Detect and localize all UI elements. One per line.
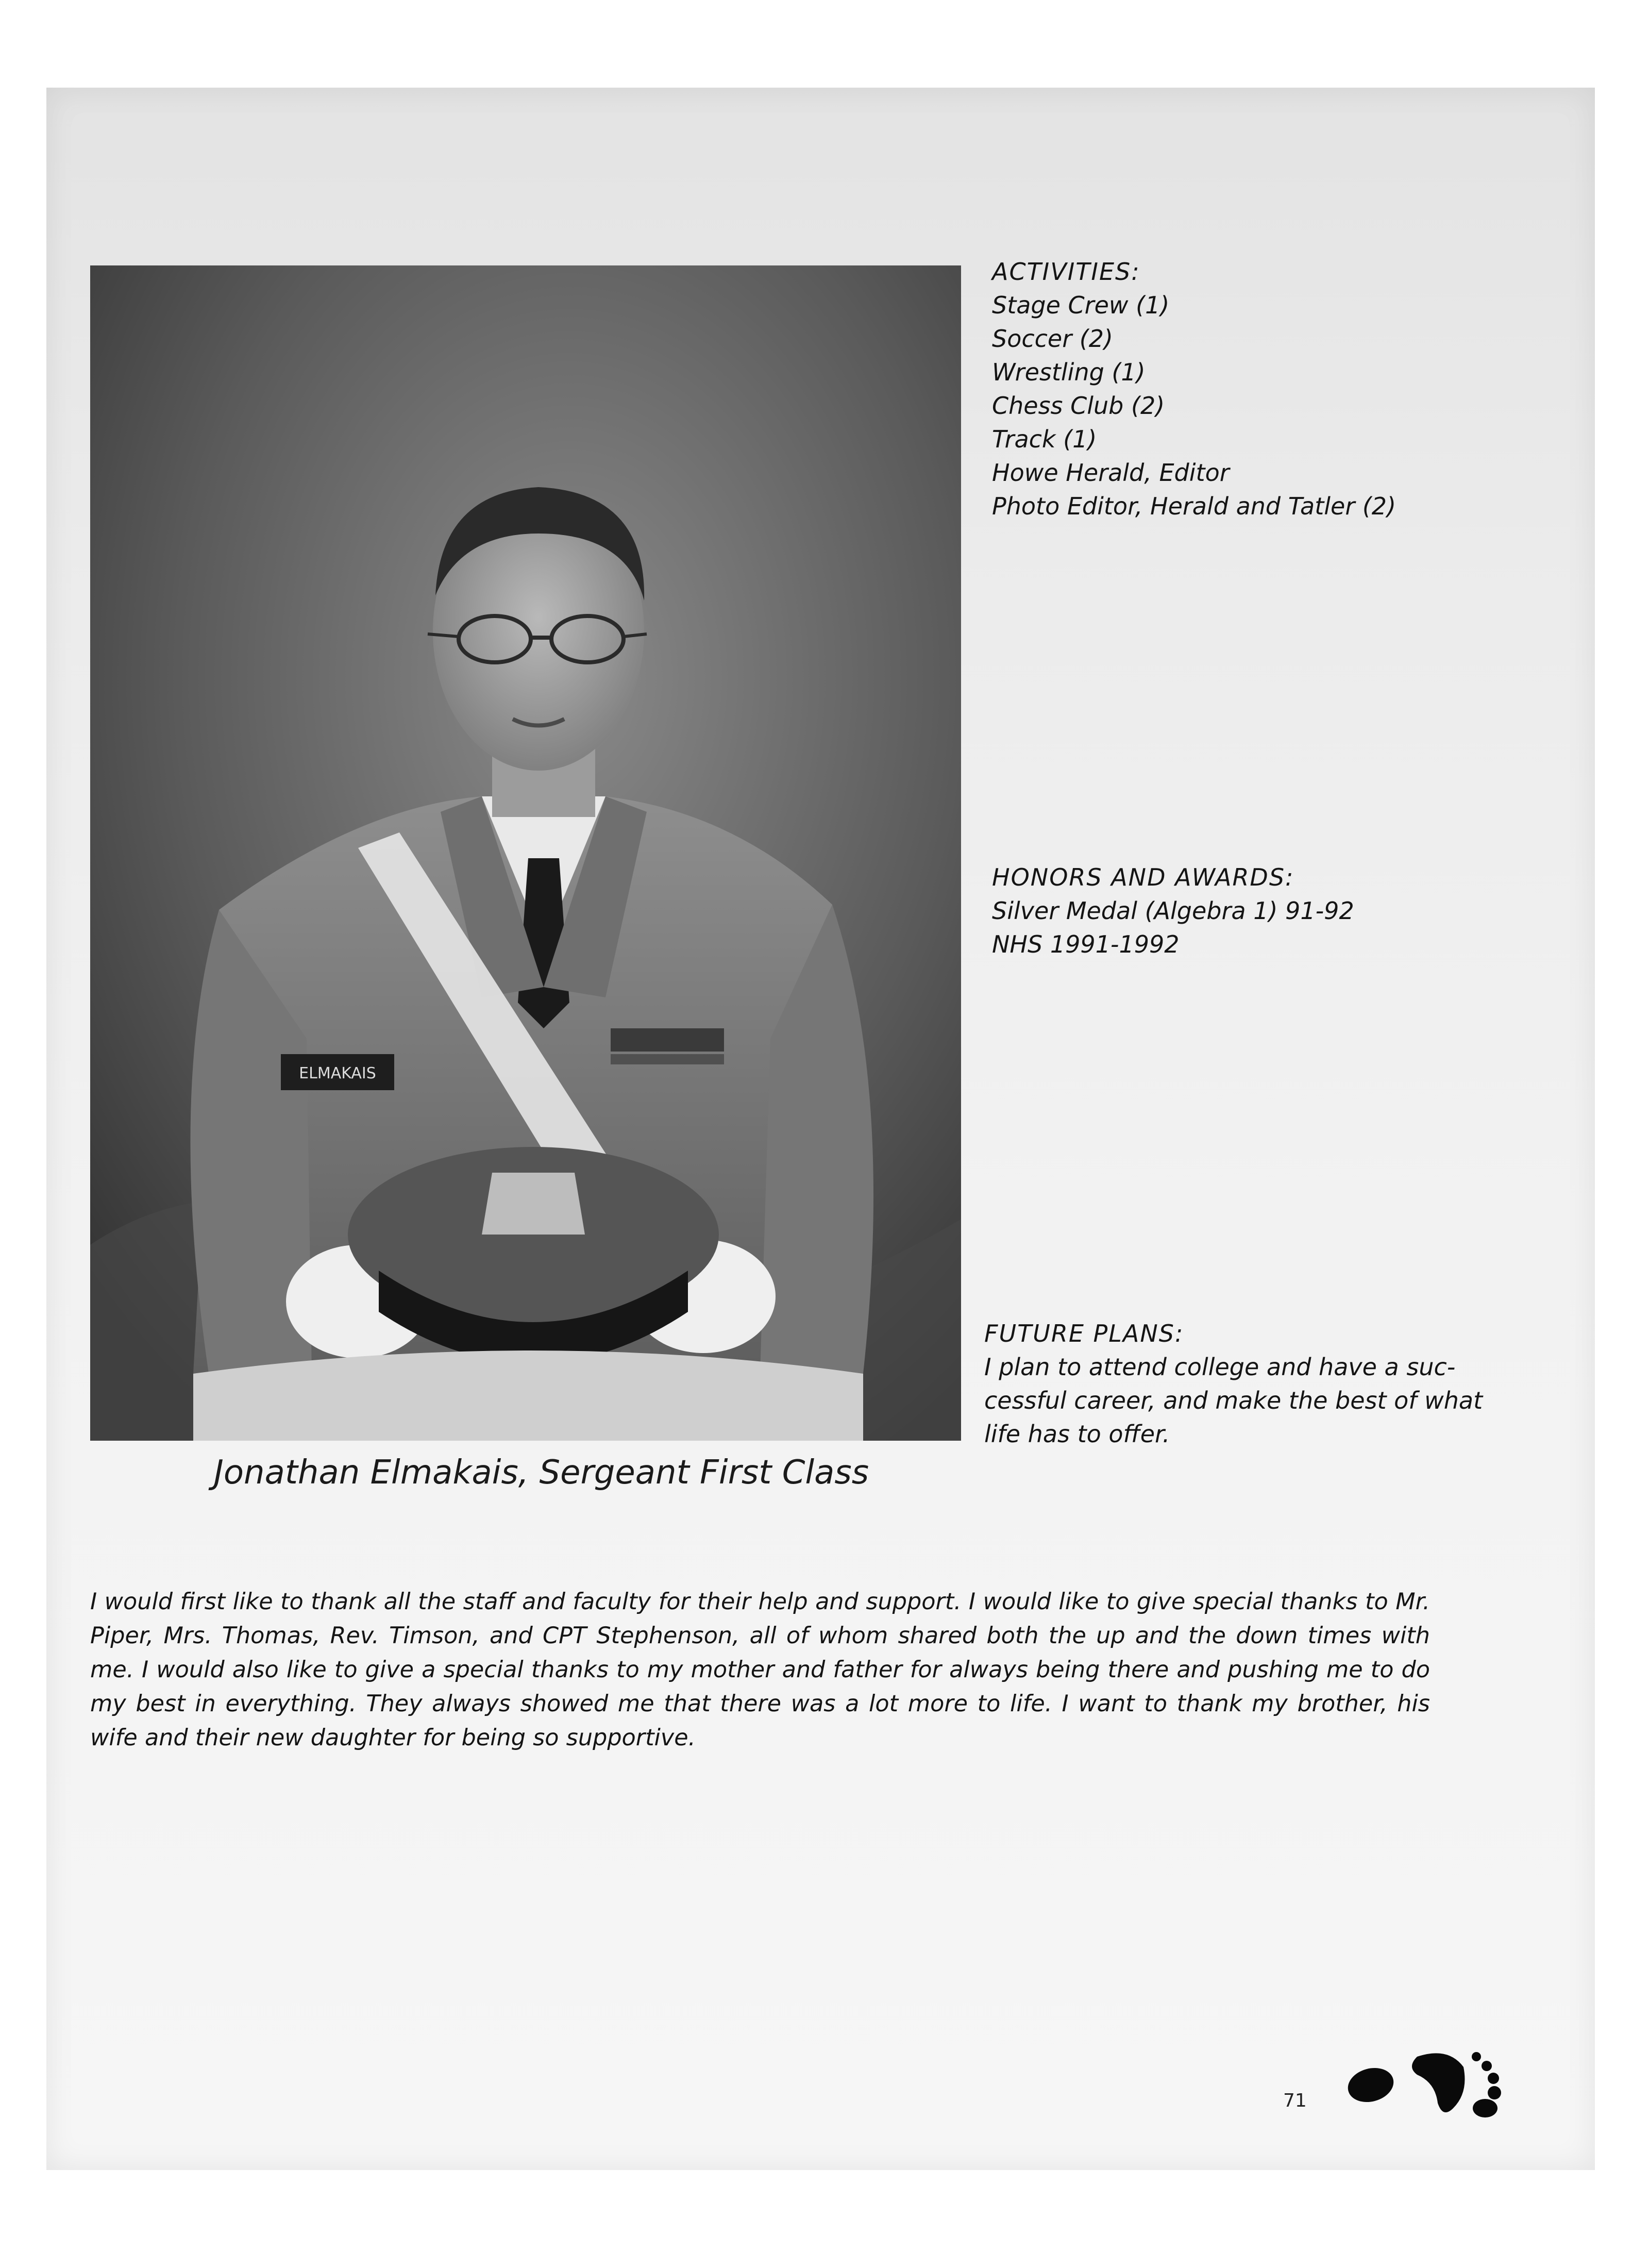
activity-item: Photo Editor, Herald and Tatler (2) — [992, 492, 1396, 520]
senior-message: I would first like to thank all the staff and faculty for their help and support. I would like to give special thanks to Mr. Piper, Mrs. Thomas, Rev. Timson, and CPT Stephenson, all of whom shared both the up and the down times with me. I would also like to give a special thanks to my mother and father for always being there and pushing me to do my best in everything. They always showed me that there was a lot more to life. I want to thank my brother, his wife and their new daughter for being so supportive. — [90, 1589, 1430, 1751]
page-number: 71 — [1283, 2090, 1307, 2111]
future-plans-section — [984, 1317, 1483, 1451]
activities-section — [992, 255, 1396, 523]
activity-item: Stage Crew (1) — [992, 291, 1170, 319]
name-tag: ELMAKAIS — [299, 1064, 376, 1082]
activity-item: Chess Club (2) — [992, 392, 1165, 420]
activity-item: Soccer (2) — [992, 325, 1113, 353]
activities-heading: ACTIVITIES: — [992, 258, 1140, 286]
portrait-photo — [90, 265, 961, 1441]
honors-heading: HONORS AND AWARDS: — [992, 863, 1294, 891]
honor-item: Silver Medal (Algebra 1) 91-92 — [992, 897, 1354, 925]
honors-section — [992, 861, 1354, 961]
activity-item: Track (1) — [992, 425, 1097, 453]
future-plans-line: cessful career, and make the best of what — [984, 1387, 1483, 1414]
future-plans-line: I plan to attend college and have a suc- — [984, 1353, 1456, 1381]
honor-item: NHS 1991-1992 — [992, 930, 1180, 958]
activity-item: Wrestling (1) — [992, 358, 1146, 386]
activity-item: Howe Herald, Editor — [992, 459, 1230, 487]
footprints-icon — [1340, 2036, 1536, 2124]
portrait-illustration — [90, 265, 961, 1441]
future-plans-line: life has to offer. — [984, 1420, 1170, 1448]
future-plans-heading: FUTURE PLANS: — [984, 1320, 1184, 1347]
portrait-caption: Jonathan Elmakais, Sergeant First Class — [214, 1454, 869, 1492]
